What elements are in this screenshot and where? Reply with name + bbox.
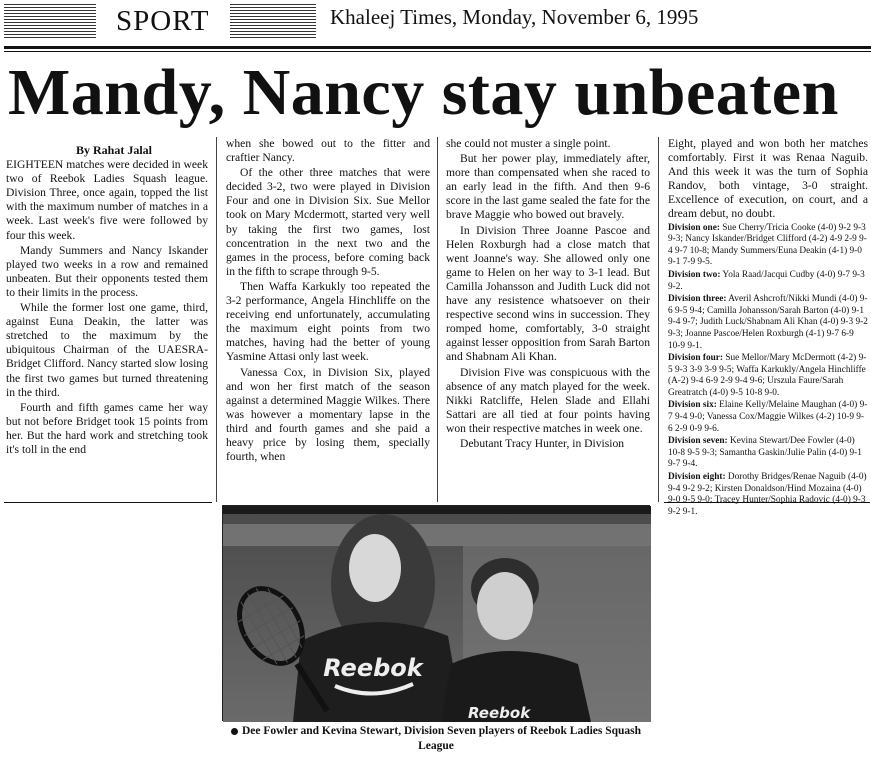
article-paragraph: EIGHTEEN matches were decided in week two of Reebok Ladies Squash league. Division Three, once again, topped the list with the maximum number of matches in a week. Last week's five were followed by four this week. <box>6 158 208 242</box>
article-column-2 <box>226 137 430 497</box>
masthead-rule <box>4 46 871 49</box>
results-entry <box>668 436 868 471</box>
article-paragraph: Vanessa Cox, in Division Six, played and won her first match of the season against a determined Maggie Wilkes. There was however a momentary lapse in the third and fourth games and she paid a heavy price by losing them, specially fourth, when <box>226 365 430 464</box>
article-column-4 <box>668 137 868 517</box>
column-divider <box>658 137 659 502</box>
masthead-rule-thin <box>4 51 871 52</box>
article-paragraph: she could not muster a single point. <box>446 137 611 150</box>
article-column-3 <box>446 137 650 497</box>
headline: Mandy, Nancy stay unbeaten <box>8 56 839 129</box>
article-paragraph: Division Five was conspicuous with the absence of any match played for the week. Nikki Ratcliffe, Helen Slade and Ellahi Sattari are all tied at four points having won their respective matches in week one. <box>446 365 650 435</box>
article-paragraph: Of the other three matches that were decided 3-2, two were played in Division Four and one in Division Six. Sue Mellor took on Mary Mcdermott, started very well by taking the first two games, lost concentration in the next two and the games in the process, before coming back in the fifth to scrape through 9-5. <box>226 166 430 278</box>
photo-caption-text: Dee Fowler and Kevina Stewart, Division Seven players of Reebok Ladies Squash League <box>241 725 642 752</box>
results-text: Sue Mellor/Mary McDermott (4-2) 9-5 9-3 3-9 3-9 9-5; Waffa Karkukly/Angela Hinchliffe (A-2) 9-4 6-9 2-9 9-4 9-6; Urszula Faure/Sarah Greatratch (4-0) 9-5 10-8 9-0. <box>668 353 867 398</box>
bullet-icon <box>231 728 238 735</box>
results-text: Averil Ashcroft/Nikki Mundi (4-0) 9-6 9-5 9-4; Camilla Johansson/Sarah Barton (4-0) 9-1 9-4 9-7; Judith Luck/Shabnam Ali Khan (4-0) 9-3 9-2 9-3; Joanne Pascoe/Helen Roxburgh (4-1) 9-7 6-9 10-9 9-1. <box>668 294 868 351</box>
results-text: Sue Cherry/Tricia Cooke (4-0) 9-2 9-3 9-3; Nancy Iskander/Bridget Clifford (4-2) 4-9 2-9 9-4 9-7 10-8; Mandy Summers/Euna Deakin (4-1) 9-0 9-1 7-9 9-5. <box>668 222 867 268</box>
results-text: Kevina Stewart/Dee Fowler (4-0) 10-8 9-5 9-3; Samantha Gaskin/Julie Palin (4-0) 9-1 9-7 9-4. <box>668 436 862 470</box>
results-entry <box>668 270 868 293</box>
shirt-logo-left: Reebok <box>323 654 423 682</box>
results-list <box>668 223 868 519</box>
dateline: Khaleej Times, Monday, November 6, 1995 <box>330 5 699 29</box>
results-division-label: Division eight: <box>668 472 726 483</box>
results-entry <box>668 223 868 269</box>
column-divider <box>216 137 217 502</box>
results-division-label: Division one: <box>668 222 720 233</box>
results-entry <box>668 353 868 399</box>
bottom-rule-left <box>4 502 212 503</box>
bottom-rule-right <box>664 502 870 503</box>
shirt-logo-right: Reebok <box>468 704 531 722</box>
results-division-label: Division three: <box>668 294 727 305</box>
results-entry <box>668 472 868 518</box>
results-division-label: Division two: <box>668 269 721 280</box>
article-paragraph: Mandy Summers and Nancy Iskander played two weeks in a row and remained unbeaten. But their opponents tested them to their limits in the process. <box>6 243 208 299</box>
results-text: Dorothy Bridges/Renae Naguib (4-0) 9-4 9-2 9-2; Kirsten Donaldson/Hind Mozaina (4-0) 9-0 9-5 9-0; Tracey Hunter/Sophia Radovic (4-0) 9-3 9-2 9-1. <box>668 472 867 517</box>
masthead-band-mid <box>230 4 316 38</box>
column-divider <box>437 137 438 502</box>
results-text: Elaine Kelly/Melaine Maughan (4-0) 9-7 9-4 9-0; Vanessa Cox/Maggie Wilkes (4-2) 10-9 9-6 2-9 0-9 9-6. <box>668 400 868 434</box>
results-division-label: Division four: <box>668 353 724 364</box>
results-text: Yola Raad/Jacqui Cudby (4-0) 9-7 9-3 9-2. <box>668 269 865 292</box>
article-paragraph: Fourth and fifth games came her way but not before Bridget took 15 points from her. But the hard work and stretching took it's toll in the end <box>6 400 208 456</box>
article-paragraph: In Division Three Joanne Pascoe and Helen Roxburgh had a close match that went Joanne's way. She allowed only one game to Helen on her way to 3-1 lead. But Camilla Johansson and Judith Luck did not have any resistence whatsoever on their respective second wins in succession. They romped home, comfortably, 3-0 straight against lesser opposition from Sarah Barton and Shabnam Ali Khan. <box>446 223 650 364</box>
players-photo <box>222 505 650 721</box>
article-column-1 <box>6 143 208 503</box>
article-paragraph: Debutant Tracy Hunter, in Division <box>460 436 625 450</box>
byline: By Rahat Jalal <box>75 143 152 157</box>
masthead-band-left <box>4 4 96 38</box>
section-label: SPORT <box>116 5 210 37</box>
results-entry <box>668 294 868 352</box>
article-paragraph: Then Waffa Karkukly too repeated the 3-2 performance, Angela Hinchliffe on the receiving end unfortunately, accumulating the maximum eight points from two matches, having had the better of young Yasmine Attasi only last week. <box>226 279 430 364</box>
results-division-label: Division seven: <box>668 436 728 447</box>
article-paragraph: when she bowed out to the fitter and craftier Nancy. <box>226 137 430 165</box>
article-paragraph: Eight, played and won both her matches comfortably. First it was Renaa Naguib. And this week it was the turn of Sophia Randov, both vintage, 3-0 straight. Excellence of execution, on court, and a dream debut, no doubt. <box>668 137 868 221</box>
photo-caption <box>222 724 650 754</box>
article-paragraph: But her power play, immediately after, more than compensated when she raced to an early lead in the fifth. And then 9-6 score in the last game sealed the fate for the brave Maggie who bowed out bravely. <box>446 152 650 222</box>
article-paragraph: While the former lost one game, third, against Euna Deakin, the latter was stretched to the maximum by the ubiquitous Chairman of the UAESRA-Bridget Clifford. Nancy started slow losing the first two games but turned threatening in the third. <box>6 301 208 399</box>
results-division-label: Division six: <box>668 400 717 411</box>
results-entry <box>668 400 868 435</box>
